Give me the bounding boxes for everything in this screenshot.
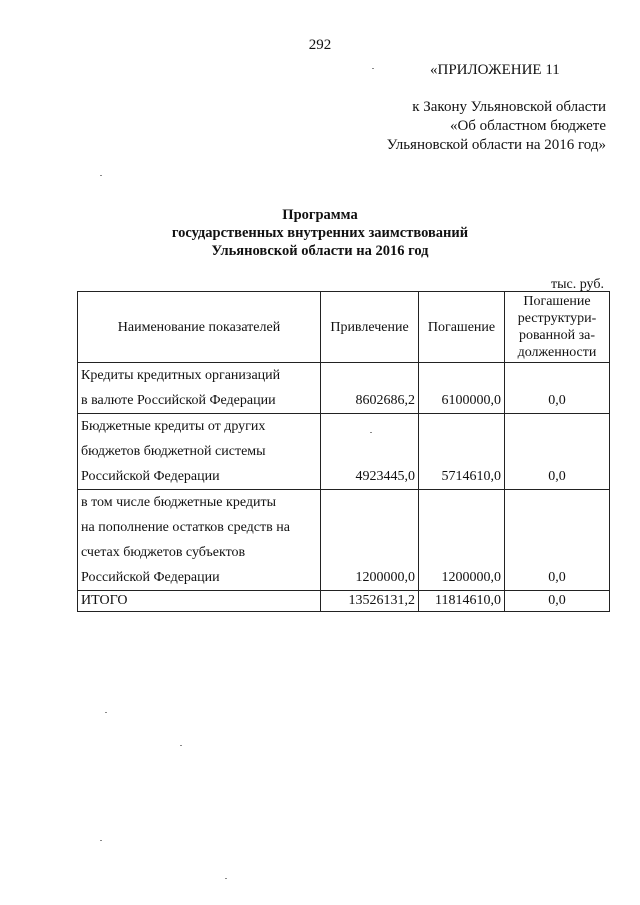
- row-name-line: Российской Федерации: [81, 469, 220, 484]
- row-name-line: Бюджетные кредиты от других: [81, 419, 266, 434]
- scan-speck: [100, 840, 102, 841]
- appendix-title: «ПРИЛОЖЕНИЕ 11: [430, 62, 560, 78]
- table-row: [78, 414, 610, 490]
- cell-repayment: 6100000,0: [419, 363, 505, 414]
- table-row: [78, 490, 610, 591]
- cell-repayment: 5714610,0: [419, 414, 505, 490]
- total-repayment: 11814610,0: [419, 591, 505, 612]
- header-line: рованной за-: [518, 328, 596, 343]
- total-label: ИТОГО: [78, 591, 321, 612]
- row-name-line: счетах бюджетов субъектов: [81, 545, 246, 560]
- table-header-row: [78, 292, 610, 363]
- heading-line: Программа: [282, 207, 358, 223]
- column-header-indicator: Наименование показателей: [78, 292, 321, 363]
- scan-speck: [100, 175, 102, 176]
- column-header-restructured: [505, 292, 610, 363]
- unit-label: тыс. руб.: [551, 277, 604, 292]
- cell-restructured: 0,0: [505, 414, 610, 490]
- row-name-line: в том числе бюджетные кредиты: [81, 495, 276, 510]
- cell-attraction: 8602686,2: [321, 363, 419, 414]
- header-line: долженности: [517, 345, 597, 360]
- scan-speck: [225, 878, 227, 879]
- total-restructured: 0,0: [505, 591, 610, 612]
- borrowing-program-table: [77, 291, 610, 612]
- table-total-row: [78, 591, 610, 612]
- column-header-repayment: Погашение: [419, 292, 505, 363]
- row-name-line: на пополнение остатков средств на: [81, 520, 290, 535]
- header-line: реструктури-: [517, 311, 597, 326]
- law-reference-line: «Об областном бюджете: [449, 118, 606, 134]
- scan-speck: [370, 432, 372, 433]
- scan-speck: [372, 68, 374, 69]
- cell-attraction: 4923445,0: [321, 414, 419, 490]
- scan-speck: [180, 745, 182, 746]
- row-name: [78, 490, 321, 591]
- heading-line: государственных внутренних заимствований: [171, 225, 469, 241]
- cell-restructured: 0,0: [505, 490, 610, 591]
- cell-repayment: 1200000,0: [419, 490, 505, 591]
- header-line: Погашение: [523, 294, 591, 309]
- total-attraction: 13526131,2: [321, 591, 419, 612]
- cell-attraction: 1200000,0: [321, 490, 419, 591]
- heading-line: Ульяновской области на 2016 год: [211, 243, 429, 259]
- row-name-line: в валюте Российской Федерации: [81, 393, 276, 408]
- law-reference-line: Ульяновской области на 2016 год»: [386, 137, 606, 153]
- row-name: [78, 363, 321, 414]
- row-name-line: Российской Федерации: [81, 570, 220, 585]
- scan-speck: [105, 712, 107, 713]
- row-name-line: Кредиты кредитных организаций: [81, 368, 281, 383]
- row-name: [78, 414, 321, 490]
- column-header-attraction: Привлечение: [321, 292, 419, 363]
- cell-restructured: 0,0: [505, 363, 610, 414]
- law-reference-line: к Закону Ульяновской области: [412, 99, 606, 115]
- page-number: 292: [308, 37, 332, 53]
- table-row: [78, 363, 610, 414]
- row-name-line: бюджетов бюджетной системы: [81, 444, 266, 459]
